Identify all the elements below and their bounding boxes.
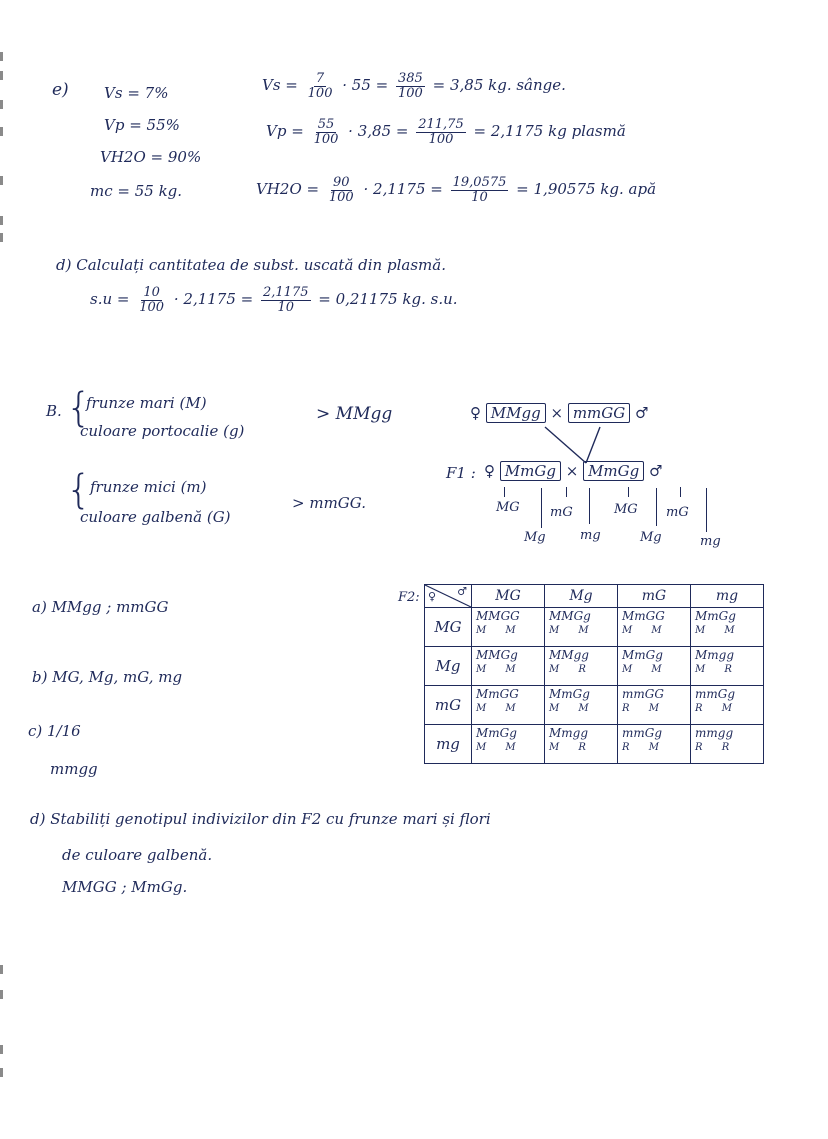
answer-c-genotype: mmgg: [50, 760, 98, 778]
gamete: Mg: [524, 530, 546, 545]
margin-mark: [0, 52, 3, 61]
table-row: [425, 647, 764, 686]
male-symbol-icon: ♂: [635, 404, 649, 422]
p-male-genotype: mmGG: [568, 403, 630, 423]
punnett-cell: MMGg M M: [545, 608, 618, 647]
answer-b: b) MG, Mg, mG, mg: [32, 668, 183, 686]
trait-large-leaves: frunze mari (M): [86, 394, 207, 412]
p-female-genotype: MMgg: [486, 403, 546, 423]
trait-yellow-color: culoare galbenă (G): [80, 508, 231, 526]
punnett-cell: MmGG M M: [472, 686, 545, 725]
table-row: [425, 608, 764, 647]
row-header: mg: [425, 725, 472, 764]
f2-label: F2:: [398, 590, 420, 605]
punnett-cell: MmGg M M: [618, 647, 691, 686]
answer-a: a) MMgg ; mmGG: [32, 598, 169, 616]
margin-mark: [0, 127, 3, 136]
f1-cross: ♀ MmGg × MmGg ♂: [484, 462, 663, 480]
punnett-cell: MMGg M M: [472, 647, 545, 686]
punnett-cell: mmGG R M: [618, 686, 691, 725]
calc-vh2o: VH2O = $\frac{90}{100}$ · 2,1175 = $\frac{19,0575}{10}$ = 1,90575 kg. apă: [256, 175, 657, 205]
row-header: Mg: [425, 647, 472, 686]
gamete: mG: [666, 505, 689, 520]
col-header: mG: [618, 585, 691, 608]
trait-small-leaves: frunze mici (m): [90, 478, 207, 496]
gamete: mG: [550, 505, 573, 520]
cross-lines: [540, 425, 610, 465]
brace-icon: {: [66, 385, 92, 431]
punnett-cell: MmGG M M: [618, 608, 691, 647]
calc-dry-matter: s.u = $\frac{10}{100}$ · 2,1175 = $\frac{2,1175}{10}$ = 0,21175 kg. s.u.: [90, 285, 458, 315]
punnett-cell: Mmgg M R: [545, 725, 618, 764]
female-symbol-icon: ♀: [428, 590, 437, 603]
answer-c: c) 1/16: [28, 722, 81, 740]
p-cross: ♀ MMgg × mmGG ♂: [470, 404, 649, 422]
parent1-genotype: > MMgg: [316, 404, 393, 424]
col-header: MG: [472, 585, 545, 608]
fraction: $\frac{211,75}{100}$: [418, 117, 464, 147]
question-d-line2: de culoare galbenă.: [62, 846, 213, 864]
calc-vp: Vp = $\frac{55}{100}$ · 3,85 = $\frac{211,75}{100}$ = 2,1175 kg plasmă: [266, 117, 626, 147]
punnett-cell: mmGg R M: [618, 725, 691, 764]
punnett-cell: Mmgg M R: [691, 647, 764, 686]
f1-label: F1 :: [446, 464, 476, 482]
gamete: MG: [614, 502, 638, 517]
punnett-cell: MMgg M R: [545, 647, 618, 686]
punnett-cell: mmGg R M: [691, 686, 764, 725]
female-symbol-icon: ♀: [484, 462, 495, 480]
margin-mark: [0, 216, 3, 225]
fraction: $\frac{2,1175}{10}$: [263, 285, 309, 315]
brace-icon: {: [66, 467, 92, 513]
gamete: Mg: [640, 530, 662, 545]
punnett-cell: MMGG M M: [472, 608, 545, 647]
margin-mark: [0, 1068, 3, 1077]
trait-orange-color: culoare portocalie (g): [80, 422, 245, 440]
punnett-cell: MmGg M M: [545, 686, 618, 725]
punnett-cell: mmgg R R: [691, 725, 764, 764]
question-d-dry-matter: d) Calculați cantitatea de subst. uscată din plasmă.: [56, 256, 446, 274]
col-header: mg: [691, 585, 764, 608]
punnett-cell: MmGg M M: [691, 608, 764, 647]
question-d-line1: d) Stabiliți genotipul indivizilor din F2 cu frunze mari și flori: [30, 810, 491, 828]
fraction: $\frac{385}{100}$: [398, 71, 423, 101]
gamete: MG: [496, 500, 520, 515]
fraction: $\frac{19,0575}{10}$: [452, 175, 507, 205]
col-header: Mg: [545, 585, 618, 608]
male-symbol-icon: ♂: [457, 585, 467, 598]
parent2-genotype: > mmGG.: [292, 494, 366, 512]
row-header: mG: [425, 686, 472, 725]
margin-mark: [0, 71, 3, 80]
calc-vs: Vs = $\frac{7}{100}$ · 55 = $\frac{385}{100}$ = 3,85 kg. sânge.: [262, 71, 566, 101]
given-vp: Vp = 55%: [104, 116, 180, 134]
row-header: MG: [425, 608, 472, 647]
margin-mark: [0, 176, 3, 185]
punnett-square: [424, 584, 764, 764]
f1-female-genotype: MmGg: [500, 461, 561, 481]
female-symbol-icon: ♀: [470, 404, 481, 422]
margin-mark: [0, 965, 3, 974]
male-symbol-icon: ♂: [649, 462, 663, 480]
margin-mark: [0, 1045, 3, 1054]
fraction: $\frac{55}{100}$: [313, 117, 339, 147]
fraction: $\frac{10}{100}$: [139, 285, 165, 315]
fraction: $\frac{90}{100}$: [328, 175, 354, 205]
margin-mark: [0, 233, 3, 242]
f1-male-genotype: MmGg: [583, 461, 644, 481]
margin-mark: [0, 990, 3, 999]
punnett-cell: MmGg M M: [472, 725, 545, 764]
gamete: mg: [700, 534, 721, 549]
section-e-label: e): [52, 80, 69, 100]
table-row: [425, 725, 764, 764]
section-b-label: B.: [46, 402, 62, 420]
table-row: [425, 686, 764, 725]
given-vs: Vs = 7%: [104, 84, 169, 102]
given-mass: mc = 55 kg.: [90, 182, 183, 200]
given-vh2o: VH2O = 90%: [100, 148, 202, 166]
fraction: $\frac{7}{100}$: [307, 71, 333, 101]
punnett-corner: [425, 585, 472, 608]
gamete: mg: [580, 528, 601, 543]
answer-d: MMGG ; MmGg.: [62, 878, 188, 896]
margin-mark: [0, 100, 3, 109]
